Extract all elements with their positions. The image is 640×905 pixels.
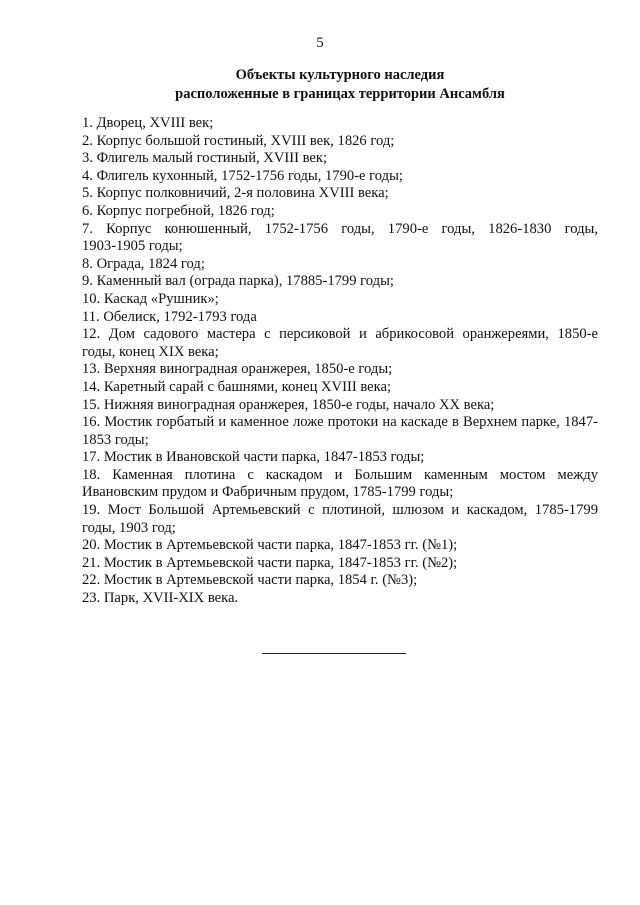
heritage-object-text: 2. Корпус большой гостиный, XVIII век, 1826 год; bbox=[82, 132, 395, 149]
heritage-object-text: 3. Флигель малый гостиный, XVIII век; bbox=[82, 150, 328, 167]
heritage-object-text-continuation: годы, 1903 год; bbox=[82, 519, 176, 536]
heritage-object-text-continuation: 1903-1905 годы; bbox=[82, 238, 183, 255]
heritage-object-text: 16. Мостик горбатый и каменное ложе протоки на каскаде в Верхнем парке, 1847- bbox=[82, 414, 598, 431]
heritage-object-item bbox=[82, 221, 598, 256]
heritage-objects-list bbox=[82, 115, 598, 608]
heritage-object-item bbox=[82, 590, 598, 608]
heritage-object-text: 20. Мостик в Артемьевской части парка, 1847-1853 гг. (№1); bbox=[82, 537, 458, 554]
heritage-object-item bbox=[82, 572, 598, 590]
heritage-object-text: 17. Мостик в Ивановской части парка, 1847-1853 годы; bbox=[82, 449, 425, 466]
heritage-object-item bbox=[82, 449, 598, 467]
heritage-object-text: 7. Корпус конюшенный, 1752-1756 годы, 1790-е годы, 1826-1830 годы, bbox=[82, 220, 598, 237]
heritage-object-text: 15. Нижняя виноградная оранжерея, 1850-е годы, начало XX века; bbox=[82, 396, 495, 413]
closing-separator-line bbox=[262, 653, 406, 654]
heritage-object-text: 13. Верхняя виноградная оранжерея, 1850-е годы; bbox=[82, 361, 393, 378]
heritage-object-item bbox=[82, 397, 598, 415]
heritage-object-text: 18. Каменная плотина с каскадом и Большим каменным мостом между bbox=[82, 466, 598, 483]
heritage-object-text: 9. Каменный вал (ограда парка), 17885-1799 годы; bbox=[82, 273, 394, 290]
heritage-object-item bbox=[82, 256, 598, 274]
heritage-object-item bbox=[82, 115, 598, 133]
heritage-object-item bbox=[82, 537, 598, 555]
heritage-object-item bbox=[82, 185, 598, 203]
heritage-object-item bbox=[82, 555, 598, 573]
heritage-object-item bbox=[82, 203, 598, 221]
heritage-object-item bbox=[82, 361, 598, 379]
heritage-object-text: 4. Флигель кухонный, 1752-1756 годы, 1790-е годы; bbox=[82, 167, 403, 184]
heritage-object-text: 23. Парк, XVII-XIX века. bbox=[82, 590, 239, 607]
heritage-object-item bbox=[82, 326, 598, 361]
heritage-object-item bbox=[82, 379, 598, 397]
heritage-object-item bbox=[82, 467, 598, 502]
heritage-object-text: 8. Ограда, 1824 год; bbox=[82, 255, 205, 272]
heritage-object-text: 5. Корпус полковничий, 2-я половина XVIII века; bbox=[82, 185, 389, 202]
heritage-object-item bbox=[82, 414, 598, 449]
title-line-1: Объекты культурного наследия bbox=[235, 67, 445, 83]
heritage-object-item bbox=[82, 150, 598, 168]
heritage-object-text-continuation: годы, конец XIX века; bbox=[82, 343, 219, 360]
heritage-object-text: 11. Обелиск, 1792-1793 года bbox=[82, 308, 257, 325]
heritage-object-text: 10. Каскад «Рушник»; bbox=[82, 290, 219, 307]
heritage-object-item bbox=[82, 133, 598, 151]
heritage-object-text: 12. Дом садового мастера с персиковой и абрикосовой оранжереями, 1850-е bbox=[82, 326, 598, 343]
heritage-object-item bbox=[82, 309, 598, 327]
heritage-object-text: 14. Каретный сарай с башнями, конец XVIII века; bbox=[82, 378, 392, 395]
page-number: 5 bbox=[316, 35, 324, 51]
heritage-object-item bbox=[82, 273, 598, 291]
heritage-object-text: 1. Дворец, XVIII век; bbox=[82, 115, 214, 131]
heritage-object-item bbox=[82, 502, 598, 537]
document-title bbox=[60, 66, 620, 104]
heritage-object-text: 6. Корпус погребной, 1826 год; bbox=[82, 202, 275, 219]
heritage-object-text: 22. Мостик в Артемьевской части парка, 1854 г. (№3); bbox=[82, 572, 418, 589]
heritage-object-text-continuation: 1853 годы; bbox=[82, 431, 149, 448]
heritage-object-item bbox=[82, 291, 598, 309]
heritage-object-item bbox=[82, 168, 598, 186]
heritage-object-text: 19. Мост Большой Артемьевский с плотиной, шлюзом и каскадом, 1785-1799 bbox=[82, 502, 598, 519]
heritage-object-text-continuation: Ивановским прудом и Фабричным прудом, 1785-1799 годы; bbox=[82, 484, 454, 501]
heritage-object-text: 21. Мостик в Артемьевской части парка, 1847-1853 гг. (№2); bbox=[82, 554, 458, 571]
title-line-2: расположенные в границах территории Ансамбля bbox=[175, 86, 505, 102]
